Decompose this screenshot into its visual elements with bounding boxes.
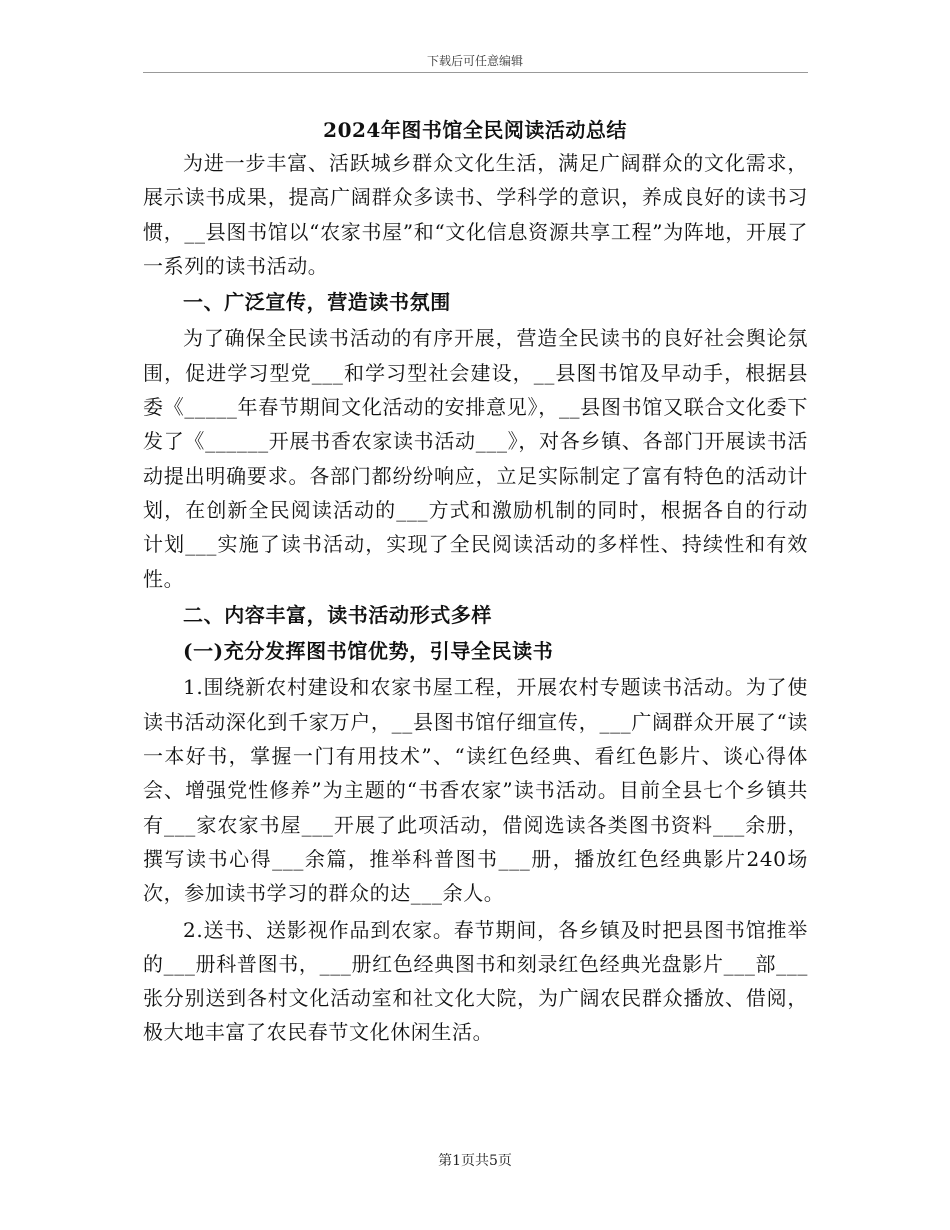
section-heading-2: 二、内容丰富，读书活动形式多样	[183, 602, 492, 627]
item-2-paragraph: 2.送书、送影视作品到农家。春节期间，各乡镇及时把县图书馆推举的___册科普图书，___册红色经典图书和刻录红色经典光盘影片___部___张分别送到各村文化活动室和社文化大院，为广阔农民群众播放、借阅，极大地丰富了农民春节文化休闲生活。	[143, 917, 808, 1045]
section-1-paragraph: 为了确保全民读书活动的有序开展，营造全民读书的良好社会舆论氛围，促进学习型党___和学习型社会建设，__县图书馆及早动手，根据县委《_____年春节期间文化活动的安排意见》，__县图书馆又联合文化委下发了《______开展书香农家读书活动___》，对各乡镇、各部门开展读书活动提出明确要求。各部门都纷纷响应，立足实际制定了富有特色的活动计划，在创新全民阅读活动的___方式和激励机制的同时，根据各自的行动计划___实施了读书活动，实现了全民阅读活动的多样性、持续性和有效性。	[143, 326, 808, 591]
section-heading-1: 一、广泛宣传，营造读书氛围	[183, 290, 451, 315]
document-title: 2024年图书馆全民阅读活动总结	[323, 118, 627, 142]
page-footer-label: 第1页共5页	[438, 1153, 512, 1169]
document-body	[143, 146, 808, 1050]
intro-paragraph: 为进一步丰富、活跃城乡群众文化生活，满足广阔群众的文化需求，展示读书成果，提高广阔群众多读书、学科学的意识，养成良好的读书习惯，__县图书馆以“农家书屋”和“文化信息资源共享工程”为阵地，开展了一系列的读书活动。	[143, 151, 808, 278]
page-header-note: 下载后可任意编辑	[426, 54, 523, 68]
subsection-heading-1: (一)充分发挥图书馆优势，引导全民读书	[183, 639, 554, 664]
page-header-rule	[143, 72, 808, 73]
item-1-paragraph: 1.围绕新农村建设和农家书屋工程，开展农村专题读书活动。为了使读书活动深化到千家万户，__县图书馆仔细宣传，___广阔群众开展了“读一本好书，掌握一门有用技术”、“读红色经典、看红色影片、谈心得体会、增强党性修养”为主题的“书香农家”读书活动。目前全县七个乡镇共有___家农家书屋___开展了此项活动，借阅选读各类图书资料___余册，撰写读书心得___余篇，推举科普图书___册，播放红色经典影片240场次，参加读书学习的群众的达___余人。	[143, 675, 808, 906]
